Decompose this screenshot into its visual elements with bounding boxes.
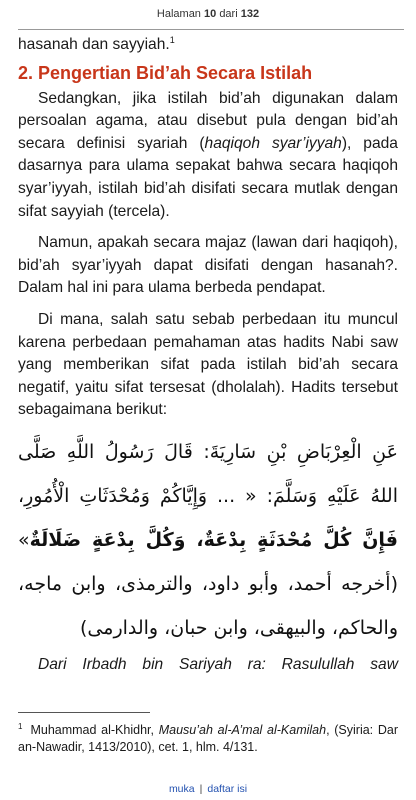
footnote-ref[interactable]: 1 xyxy=(169,34,175,45)
footnote-title: Mausu’ah al-A’mal al-Kamilah xyxy=(158,723,327,738)
page-label: Halaman xyxy=(156,8,201,20)
hadith-translation: Dari Irbadh bin Sariyah ra: Rasulullah saw xyxy=(38,655,398,673)
page-of-label: dari xyxy=(219,8,238,20)
total-pages-number: 132 xyxy=(240,8,260,20)
paragraph-1-term: haqiqoh syar’iyyah xyxy=(204,134,342,152)
hadith-arabic-emphasis: فَإِنَّ كُلَّ مُحْدَثَةٍ بِدْعَةٌ، وَكُلَّ بِدْعَةٍ ضَلَالَةٌ xyxy=(29,528,398,551)
continued-paragraph xyxy=(18,34,398,57)
paragraph-1 xyxy=(18,88,398,224)
table-of-contents-link[interactable]: daftar isi xyxy=(207,783,248,795)
hadith-arabic-text-b: » (أخرجه أحمد، وأبو داود، والترمذى، وابن ماجه، والحاكم، والبيهقى، وابن حبان، والدارمى) xyxy=(18,528,398,639)
page-body xyxy=(18,34,398,676)
nav-separator: | xyxy=(199,783,203,795)
bottom-navigation xyxy=(0,783,416,795)
footnote-divider xyxy=(18,712,150,713)
paragraph-1-text-a: Sedangkan, jika istilah bid’ah digunakan dalam persoalan agama, atau disebut pula dengan bid’ah secara definisi syariah ( xyxy=(18,89,398,152)
page-header xyxy=(0,8,416,20)
header-divider xyxy=(18,29,404,30)
front-page-link[interactable]: muka xyxy=(168,783,195,795)
paragraph-2: Namun, apakah secara majaz (lawan dari haqiqoh), bid’ah syar’iyyah dapat disifati dengan hasanah?. Dalam hal ini para ulama berbeda pendapat. xyxy=(18,234,398,297)
section-title: 2. Pengertian Bid’ah Secara Istilah xyxy=(18,62,313,83)
footnote-author: Muhammad al-Khidhr, xyxy=(30,723,154,738)
continued-text: hasanah dan sayyiah. xyxy=(18,36,170,53)
paragraph-3: Di mana, salah satu sebab perbedaan itu muncul karena perbedaan pemahaman atas hadits Nabi saw yang memberikan sifat pada istilah bid’ah secara negatif, yaitu sifat tersesat (dholalah). Hadits tersebut sebagaimana berikut: xyxy=(18,310,398,419)
footnote xyxy=(18,718,398,756)
footnote-number: 1 xyxy=(18,722,23,731)
paragraph-1-text-b: ), pada dasarnya para ulama sepakat bahwa secara haqiqoh syar’iyyah, istilah bid’ah disifati secara mutlak dengan sifat sayyiah (tercela). xyxy=(18,134,398,220)
current-page-number: 10 xyxy=(204,8,217,20)
hadith-arabic-text-a: عَنِ الْعِرْبَاضِ بْنِ سَارِيَةَ: قَالَ رَسُولُ اللَّهِ صَلَّى اللهُ عَلَيْهِ وَسَلَّمَ: « ... وَإِيَّاكُمْ وَمُحْدَثَاتِ الْأُمُورِ، xyxy=(18,440,398,507)
footnote-details: , (Syiria: Dar an-Nawadir, 1413/2010), cet. 1, hlm. 4/131. xyxy=(18,723,399,755)
hadith-arabic xyxy=(18,430,398,650)
